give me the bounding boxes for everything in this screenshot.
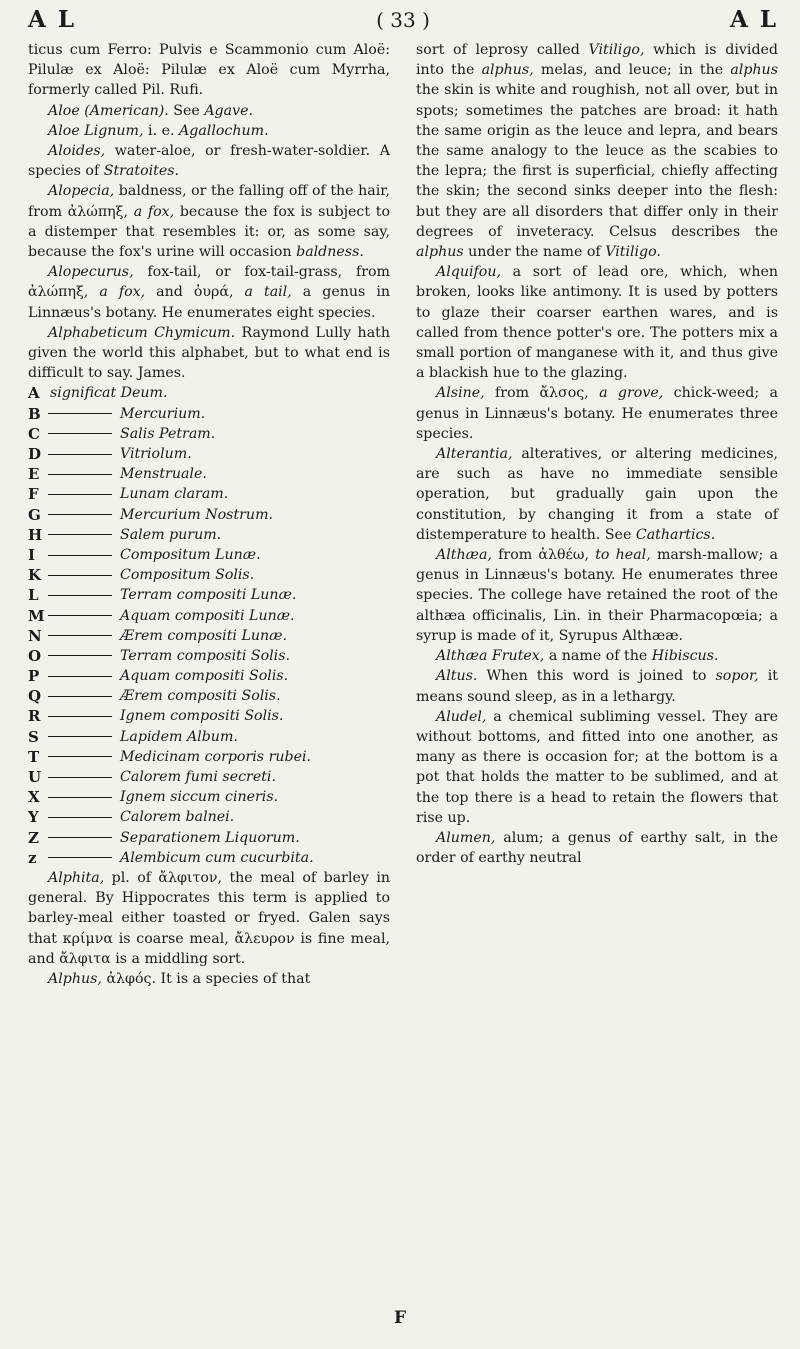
alphabet-row — [28, 848, 390, 868]
alphabet-rule — [48, 777, 112, 778]
page-number: ( 33 ) — [376, 8, 430, 32]
entry-althaea: Althæa, from ἀλθέω, to heal, marsh-mallow; a genus in Linnæus's botany. He enumerates three species. The college have retained the root of the althæa officinalis, Lin. in their Pharmacopœia; a syrup is made of it, Syrupus Althææ. — [416, 547, 778, 644]
alphabet-rule — [48, 837, 112, 838]
entry-alumen: Alumen, alum; a genus of earthy salt, in the order of earthy neutral — [416, 829, 778, 867]
alphabet-rule — [48, 716, 112, 717]
headword: Alphus, — [48, 970, 102, 987]
alphabet-letter: P — [28, 667, 40, 686]
alphabet-meaning: Separationem Liquorum. — [120, 829, 300, 846]
alphabet-rule — [48, 676, 112, 677]
alphabet-row — [28, 505, 390, 525]
alphabet-letter: H — [28, 525, 43, 544]
alphabet-meaning: Mercurium Nostrum. — [120, 506, 274, 523]
signature-mark: F — [393, 1308, 407, 1328]
alphabet-rule — [48, 655, 112, 656]
cross-reference: Hibiscus. — [651, 648, 719, 665]
headword: Alumen, — [436, 829, 496, 846]
alphabet-meaning: Lapidem Album. — [120, 728, 238, 745]
entry-alquifou: Alquifou, a sort of lead ore, which, when broken, looks like antimony. It is used by potters to glaze their coarser earthen wares, and is called from thence potter's ore. The potters mix a small portion of manganese with it, and thus give a blackish hue to the glazing. — [416, 264, 778, 382]
headword: Aloides, — [48, 143, 106, 160]
alphabet-meaning: Medicinam corporis rubei. — [120, 748, 312, 765]
right-column — [416, 40, 778, 989]
alphabet-meaning: Ignem siccum cineris. — [120, 789, 279, 806]
alphabet-row — [28, 606, 390, 626]
alphabet-meaning: Compositum Solis. — [120, 567, 255, 584]
alphabet-letter: S — [28, 727, 39, 746]
headword: Aloe (American). — [48, 102, 169, 119]
alphabet-meaning: Salis Petram. — [120, 425, 216, 442]
alphabet-rule — [48, 595, 112, 596]
alphabet-letter: U — [28, 768, 42, 787]
alphabet-row — [28, 828, 390, 848]
entry-alphus: Alphus, ἀλφός. It is a species of that — [48, 970, 311, 987]
alphabet-letter: E — [28, 465, 40, 484]
alphabet-row — [28, 424, 390, 444]
alphabet-row — [28, 646, 390, 666]
entry-alphita: Alphita, pl. of ἄλφιτον, the meal of barley in general. By Hippocrates this term is applied to barley-meal either toasted or fryed. Galen says that κρίμνα is coarse meal, ἄλευρον is fine meal, and ἄλφιτα is a middling sort. — [28, 869, 390, 967]
alphabet-letter: F — [28, 485, 39, 504]
headword: Aludel, — [436, 708, 487, 725]
alphabet-rule — [48, 615, 112, 616]
entry-althaea-frutex: Althæa Frutex, a name of the Hibiscus. — [436, 648, 719, 665]
alphabet-meaning: Calorem fumi secreti. — [120, 769, 276, 786]
alphabet-rule — [48, 433, 112, 434]
alphabet-meaning: Aquam compositi Lunæ. — [120, 607, 295, 624]
alphabet-letter: T — [28, 747, 40, 766]
headword: Althæa Frutex, — [436, 648, 545, 665]
alphabet-meaning: Lunam claram. — [120, 486, 229, 503]
alphabet-row — [28, 565, 390, 585]
entry-alphabeticum-chymicum: Alphabeticum Chymicum. Raymond Lully hath given the world this alphabet, but to what end is difficult to say. James. — [28, 324, 390, 382]
alphabet-letter: Z — [28, 828, 39, 847]
alphabet-rule — [48, 756, 112, 757]
alphabet-meaning: Salem purum. — [120, 526, 222, 543]
entry-alterantia: Alterantia, alteratives, or altering medicines, are such as have no immediate sensible operation, but gradually gain upon the constitution, by changing it from a state of distemperature to health. See Cathartics. — [416, 446, 778, 543]
alphabet-letter: M — [28, 606, 45, 625]
alphabet-rule — [48, 474, 112, 475]
entry-alopecurus: Alopecurus, fox-tail, or fox-tail-grass, from ἀλώπηξ, a fox, and ὀυρά, a tail, a genus in Linnæus's botany. He enumerates eight species. — [28, 264, 390, 321]
alphabet-letter: K — [28, 566, 42, 585]
alphabet-letter: Q — [28, 687, 42, 706]
headword: Alsine, — [436, 385, 485, 402]
headword: Alterantia, — [436, 446, 513, 463]
entry-altus: Altus. When this word is joined to sopor, it means sound sleep, as in a lethargy. — [416, 668, 779, 705]
alphabet-letter: L — [28, 586, 39, 605]
chymical-alphabet-list — [28, 383, 390, 868]
alphabet-letter: X — [28, 788, 40, 807]
entry-alsine: Alsine, from ἄλσος, a grove, chick-weed; a genus in Linnæus's botany. He enumerates three species. — [416, 385, 778, 442]
alphabet-row — [28, 484, 390, 504]
alphabet-rule — [48, 534, 112, 535]
headword: Althæa, — [436, 547, 492, 564]
alphabet-row — [28, 404, 390, 424]
header-right-guide: A L — [729, 6, 778, 33]
alphabet-letter: D — [28, 445, 42, 464]
alphabet-rule — [48, 575, 112, 576]
alphabet-letter: B — [28, 404, 41, 423]
headword: Alphita, — [48, 869, 105, 886]
alphabet-row — [28, 525, 390, 545]
alphabet-rule — [48, 635, 112, 636]
text-columns — [28, 40, 778, 989]
entry-aloe-american: Aloe (American). See Agave. — [48, 102, 254, 119]
page-header — [28, 6, 778, 38]
alphabet-row — [28, 464, 390, 484]
headword: Aloe Lignum, — [48, 122, 144, 139]
alphabet-rule — [48, 454, 112, 455]
alphabet-row — [28, 706, 390, 726]
alphabet-rule — [48, 514, 112, 515]
alphabet-row — [28, 727, 390, 747]
alphabet-meaning: Ærem compositi Lunæ. — [120, 627, 288, 644]
alphabet-meaning: Terram compositi Solis. — [120, 647, 290, 664]
alphabet-letter: O — [28, 646, 42, 665]
headword: Alphabeticum Chymicum. — [48, 324, 236, 341]
cross-reference: Cathartics. — [635, 526, 716, 543]
alphabet-row — [28, 767, 390, 787]
headword: Altus. — [436, 668, 478, 685]
alphabet-letter: A — [28, 384, 40, 403]
alphabet-letter: I — [28, 545, 36, 564]
alphabet-row — [28, 383, 390, 403]
entry-alphus-continued: sort of leprosy called Vitiligo, which is divided into the alphus, melas, and leuce; in the alphus the skin is white and roughish, not all over, but in spots; sometimes the patches are broad: it hath the same origin as the leuce and lepra, and bears the same analogy to the leuce as the scabies to the lepra; the first is superficial, chiefly affecting the skin; the second sinks deeper into the flesh: but they are all disorders that differ only in their degrees of inveteracy. Celsus describes the alphus under the name of Vitiligo. — [416, 42, 779, 261]
alphabet-row — [28, 747, 390, 767]
alphabet-meaning: Compositum Lunæ. — [120, 546, 261, 563]
alphabet-meaning: Aquam compositi Solis. — [120, 668, 289, 685]
alphabet-rule — [48, 736, 112, 737]
alphabet-letter: Y — [28, 808, 39, 827]
alphabet-letter: N — [28, 626, 42, 645]
alphabet-row — [28, 686, 390, 706]
alphabet-rule — [48, 413, 112, 414]
alphabet-row — [28, 807, 390, 827]
entry-aloides: Aloides, water-aloe, or fresh-water-soldier. A species of Stratoites. — [28, 143, 390, 180]
alphabet-letter: R — [28, 707, 41, 726]
alphabet-meaning: Ærem compositi Solis. — [120, 688, 281, 705]
alphabet-rule — [48, 797, 112, 798]
entry-alopecia: Alopecia, baldness, or the falling off of the hair, from ἀλώπηξ, a fox, because the fox is subject to a distemper that resembles it: or, as some say, because the fox's urine will occasion baldness. — [28, 183, 390, 261]
alphabet-rule — [48, 857, 112, 858]
alphabet-row — [28, 787, 390, 807]
entry-aludel: Aludel, a chemical subliming vessel. They are without bottoms, and fitted into one another, as many as there is occasion for; at the bottom is a pot that holds the matter to be sublimed, and at the top there is a head to retain the flowers that rise up. — [416, 708, 778, 826]
alphabet-meaning: Alembicum cum cucurbita. — [120, 849, 314, 866]
cross-reference: Stratoites. — [103, 163, 180, 180]
alphabet-letter: G — [28, 505, 41, 524]
left-column — [28, 40, 390, 989]
alphabet-meaning: significat Deum. — [50, 385, 168, 402]
alphabet-meaning: Terram compositi Lunæ. — [120, 587, 297, 604]
headword: Alopecurus, — [48, 264, 134, 281]
alphabet-row — [28, 545, 390, 565]
cross-reference: Agave. — [204, 102, 254, 119]
alphabet-meaning: Mercurium. — [120, 405, 206, 422]
alphabet-row — [28, 626, 390, 646]
entry-aloe-lignum: Aloe Lignum, i. e. Agallochum. — [48, 122, 269, 139]
entry-continuation: ticus cum Ferro: Pulvis e Scammonio cum Aloë: Pilulæ ex Aloë: Pilulæ ex Aloë cum Myrrha, formerly called Pil. Rufi. — [28, 42, 390, 99]
header-left-guide: A L — [28, 6, 77, 33]
alphabet-meaning: Menstruale. — [120, 466, 207, 483]
alphabet-meaning: Ignem compositi Solis. — [120, 708, 284, 725]
alphabet-meaning: Calorem balnei. — [120, 809, 235, 826]
alphabet-row — [28, 666, 390, 686]
alphabet-row — [28, 444, 390, 464]
alphabet-rule — [48, 494, 112, 495]
alphabet-rule — [48, 555, 112, 556]
alphabet-rule — [48, 817, 112, 818]
alphabet-letter: z — [28, 848, 37, 867]
headword: Alquifou, — [436, 264, 501, 281]
alphabet-meaning: Vitriolum. — [120, 446, 192, 463]
alphabet-row — [28, 585, 390, 605]
alphabet-rule — [48, 696, 112, 697]
headword: Alopecia, — [48, 183, 115, 200]
alphabet-letter: C — [28, 424, 40, 443]
cross-reference: Agallochum. — [179, 122, 269, 139]
